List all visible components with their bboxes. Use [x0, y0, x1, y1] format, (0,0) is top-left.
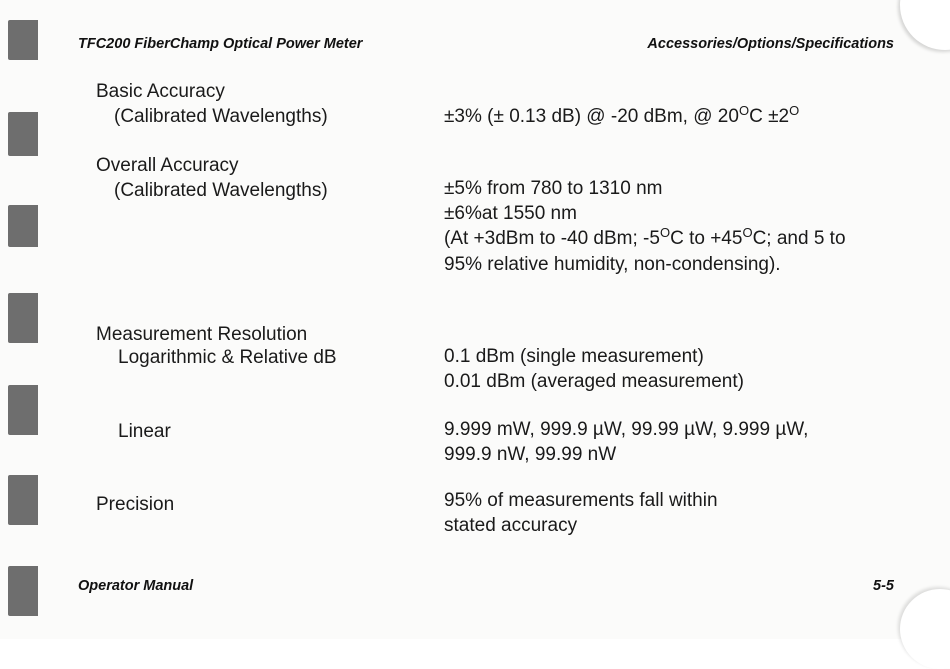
binder-tab-1 [8, 20, 38, 60]
header-manual-title: TFC200 FiberChamp Optical Power Meter [78, 36, 363, 52]
logarithmic-label: Logarithmic & Relative dB [118, 347, 337, 368]
header-section-title: Accessories/Options/Specifications [647, 36, 894, 52]
overall-accuracy-line-3: (At +3dBm to -40 dBm; $-5^OC$ to $+45^OC$; and 5 to [444, 225, 846, 249]
measurement-resolution-label: Measurement Resolution [96, 324, 308, 345]
overall-accuracy-label: Overall Accuracy [96, 155, 239, 176]
binder-tab-2 [8, 112, 38, 156]
linear-label: Linear [118, 421, 171, 442]
precision-line-2: stated accuracy [444, 515, 578, 536]
overall-accuracy-line-4: 95% relative humidity, non-condensing). [444, 254, 781, 275]
page-number: 5-5 [873, 578, 894, 594]
logarithmic-line-1: 0.1 dBm (single measurement) [444, 346, 704, 367]
logarithmic-line-2: 0.01 dBm (averaged measurement) [444, 371, 744, 392]
binder-tab-4 [8, 293, 38, 343]
binder-tab-5 [8, 385, 38, 435]
page-corner-top [900, 0, 950, 50]
linear-line-1: 9.999 mW, 999.9 µW, 99.99 µW, 9.999 µW, [444, 419, 809, 440]
binder-tab-6 [8, 475, 38, 525]
footer-manual-name: Operator Manual [78, 578, 194, 594]
basic-accuracy-sublabel: (Calibrated Wavelengths) [114, 106, 328, 127]
linear-line-2: 999.9 nW, 99.99 nW [444, 444, 617, 465]
overall-accuracy-sublabel: (Calibrated Wavelengths) [114, 180, 328, 201]
binder-tab-7 [8, 566, 38, 616]
page-corner-bottom [900, 589, 950, 669]
binder-tab-3 [8, 205, 38, 247]
precision-label: Precision [96, 494, 175, 515]
precision-line-1: 95% of measurements fall within [444, 490, 718, 511]
basic-accuracy-label: Basic Accuracy [96, 81, 225, 102]
basic-accuracy-value: ±3% (± 0.13 dB) @ -20 dBm, @ $20^OC \pm 2^O$ [444, 103, 800, 127]
overall-accuracy-line-2: ±6%at 1550 nm [444, 203, 577, 224]
overall-accuracy-line-1: ±5% from 780 to 1310 nm [444, 178, 663, 199]
